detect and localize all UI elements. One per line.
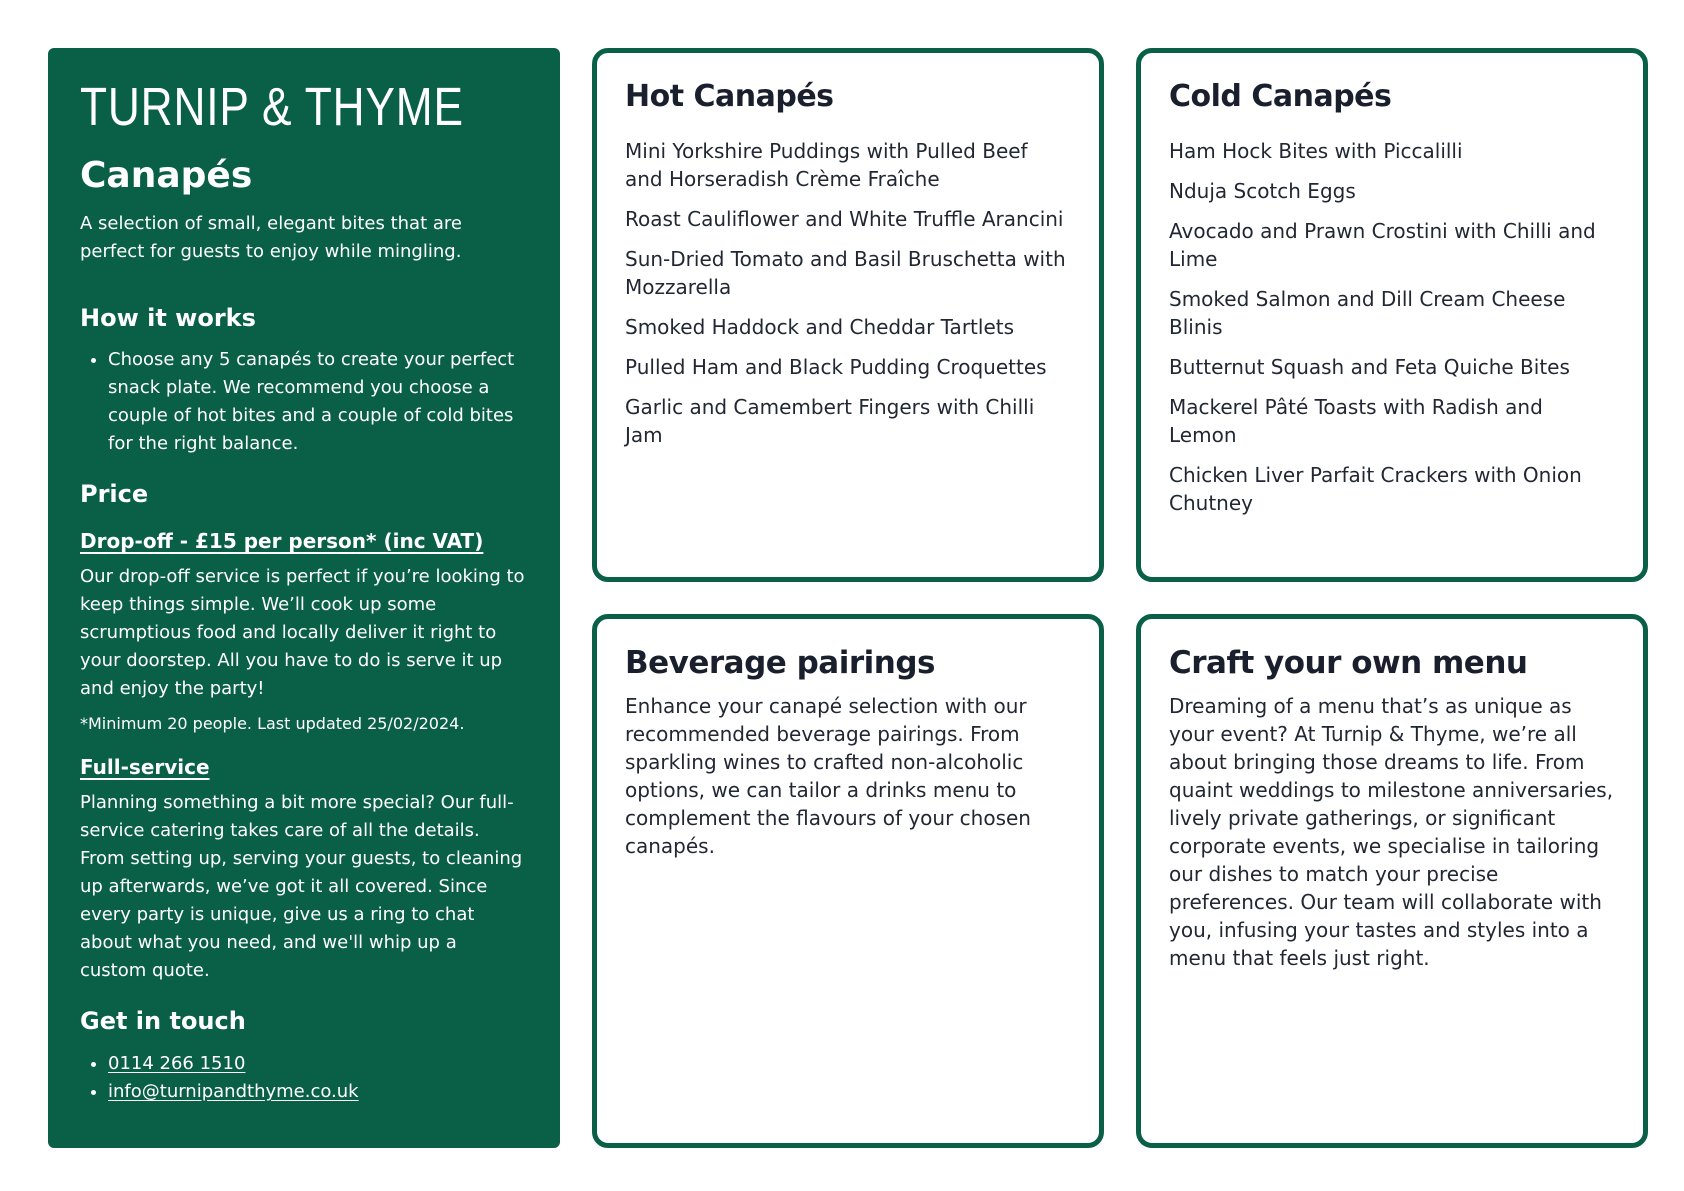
list-item: Mackerel Pâté Toasts with Radish and Lemon [1169,395,1543,447]
fullservice-text: Planning something a bit more special? Our full-service catering takes care of all the details. From setting up, serving your guests, to cleaning up afterwards, we’ve got it all covered. Since every party is unique, give us a ring to chat about what you need, and we'll whip up a custom quote. [80,792,523,982]
beverage-text: Enhance your canapé selection with our recommended beverage pairings. From sparkling wines to crafted non-alcoholic options, we can tailor a drinks menu to complement the flavours of your chosen canapés. [625,694,1031,859]
cold-canapes-title: Cold Canapés [1169,79,1392,114]
contact-item-phone [108,1050,528,1078]
list-item: Avocado and Prawn Crostini with Chilli and Lime [1169,219,1596,271]
list-item: Chicken Liver Parfait Crackers with Onion Chutney [1169,463,1582,515]
list-item: Roast Cauliflower and White Truffle Arancini [625,207,1064,231]
sidebar-panel [48,48,560,1148]
list-item: Mini Yorkshire Puddings with Pulled Beef and Horseradish Crème Fraîche [625,139,1028,191]
price-heading: Price [80,480,149,509]
contact-list [80,1050,528,1106]
phone-link[interactable]: 0114 266 1510 [108,1053,246,1075]
fullservice-link[interactable]: Full-service [80,755,210,780]
how-it-works-heading: How it works [80,303,256,332]
craft-menu-text: Dreaming of a menu that’s as unique as your event? At Turnip & Thyme, we’re all about bringing those dreams to life. From quaint weddings to milestone anniversaries, lively private gatherings, or significant corporate events, we specialise in tailoring our dishes to match your precise preferences. Our team will collaborate with you, infusing your tastes and styles into a menu that feels just right. [1169,694,1614,971]
beverage-title: Beverage pairings [625,645,935,681]
dropoff-text: Our drop-off service is perfect if you’re looking to keep things simple. We’ll cook up some scrumptious food and locally deliver it right to your doorstep. All you have to do is serve it up and enjoy the party! [80,566,525,700]
list-item: Nduja Scotch Eggs [1169,179,1356,203]
craft-menu-title: Craft your own menu [1169,645,1528,681]
how-it-works-list [80,346,528,458]
contact-item-email [108,1078,528,1106]
brand-logo: TURNIP & THYME [80,77,464,137]
email-link[interactable]: info@turnipandthyme.co.uk [108,1081,359,1103]
contact-heading: Get in touch [80,1007,246,1036]
list-item: • Choose any 5 canapés to create your perfect snack plate. We recommend you choose a couple of hot bites and a couple of cold bites for the right balance. [108,346,528,458]
list-item: Garlic and Camembert Fingers with Chilli Jam [625,395,1035,447]
list-item: Pulled Ham and Black Pudding Croquettes [625,355,1047,379]
list-item: Smoked Haddock and Cheddar Tartlets [625,315,1015,339]
page-title: Canapés [80,155,253,197]
craft-menu-card [1136,614,1648,1148]
hot-canapes-card [592,48,1104,582]
dropoff-note: *Minimum 20 people. Last updated 25/02/2024. [80,714,465,734]
intro-text: A selection of small, elegant bites that are perfect for guests to enjoy while mingling. [80,212,462,262]
list-item: Sun-Dried Tomato and Basil Bruschetta with Mozzarella [625,247,1066,299]
cold-canapes-card [1136,48,1648,582]
list-item: Smoked Salmon and Dill Cream Cheese Blinis [1169,287,1566,339]
dropoff-link[interactable]: Drop-off - £15 per person* (inc VAT) [80,529,484,554]
list-item: Ham Hock Bites with Piccalilli [1169,139,1463,163]
hot-canapes-title: Hot Canapés [625,79,834,114]
list-item: Butternut Squash and Feta Quiche Bites [1169,355,1570,379]
beverage-card [592,614,1104,1148]
